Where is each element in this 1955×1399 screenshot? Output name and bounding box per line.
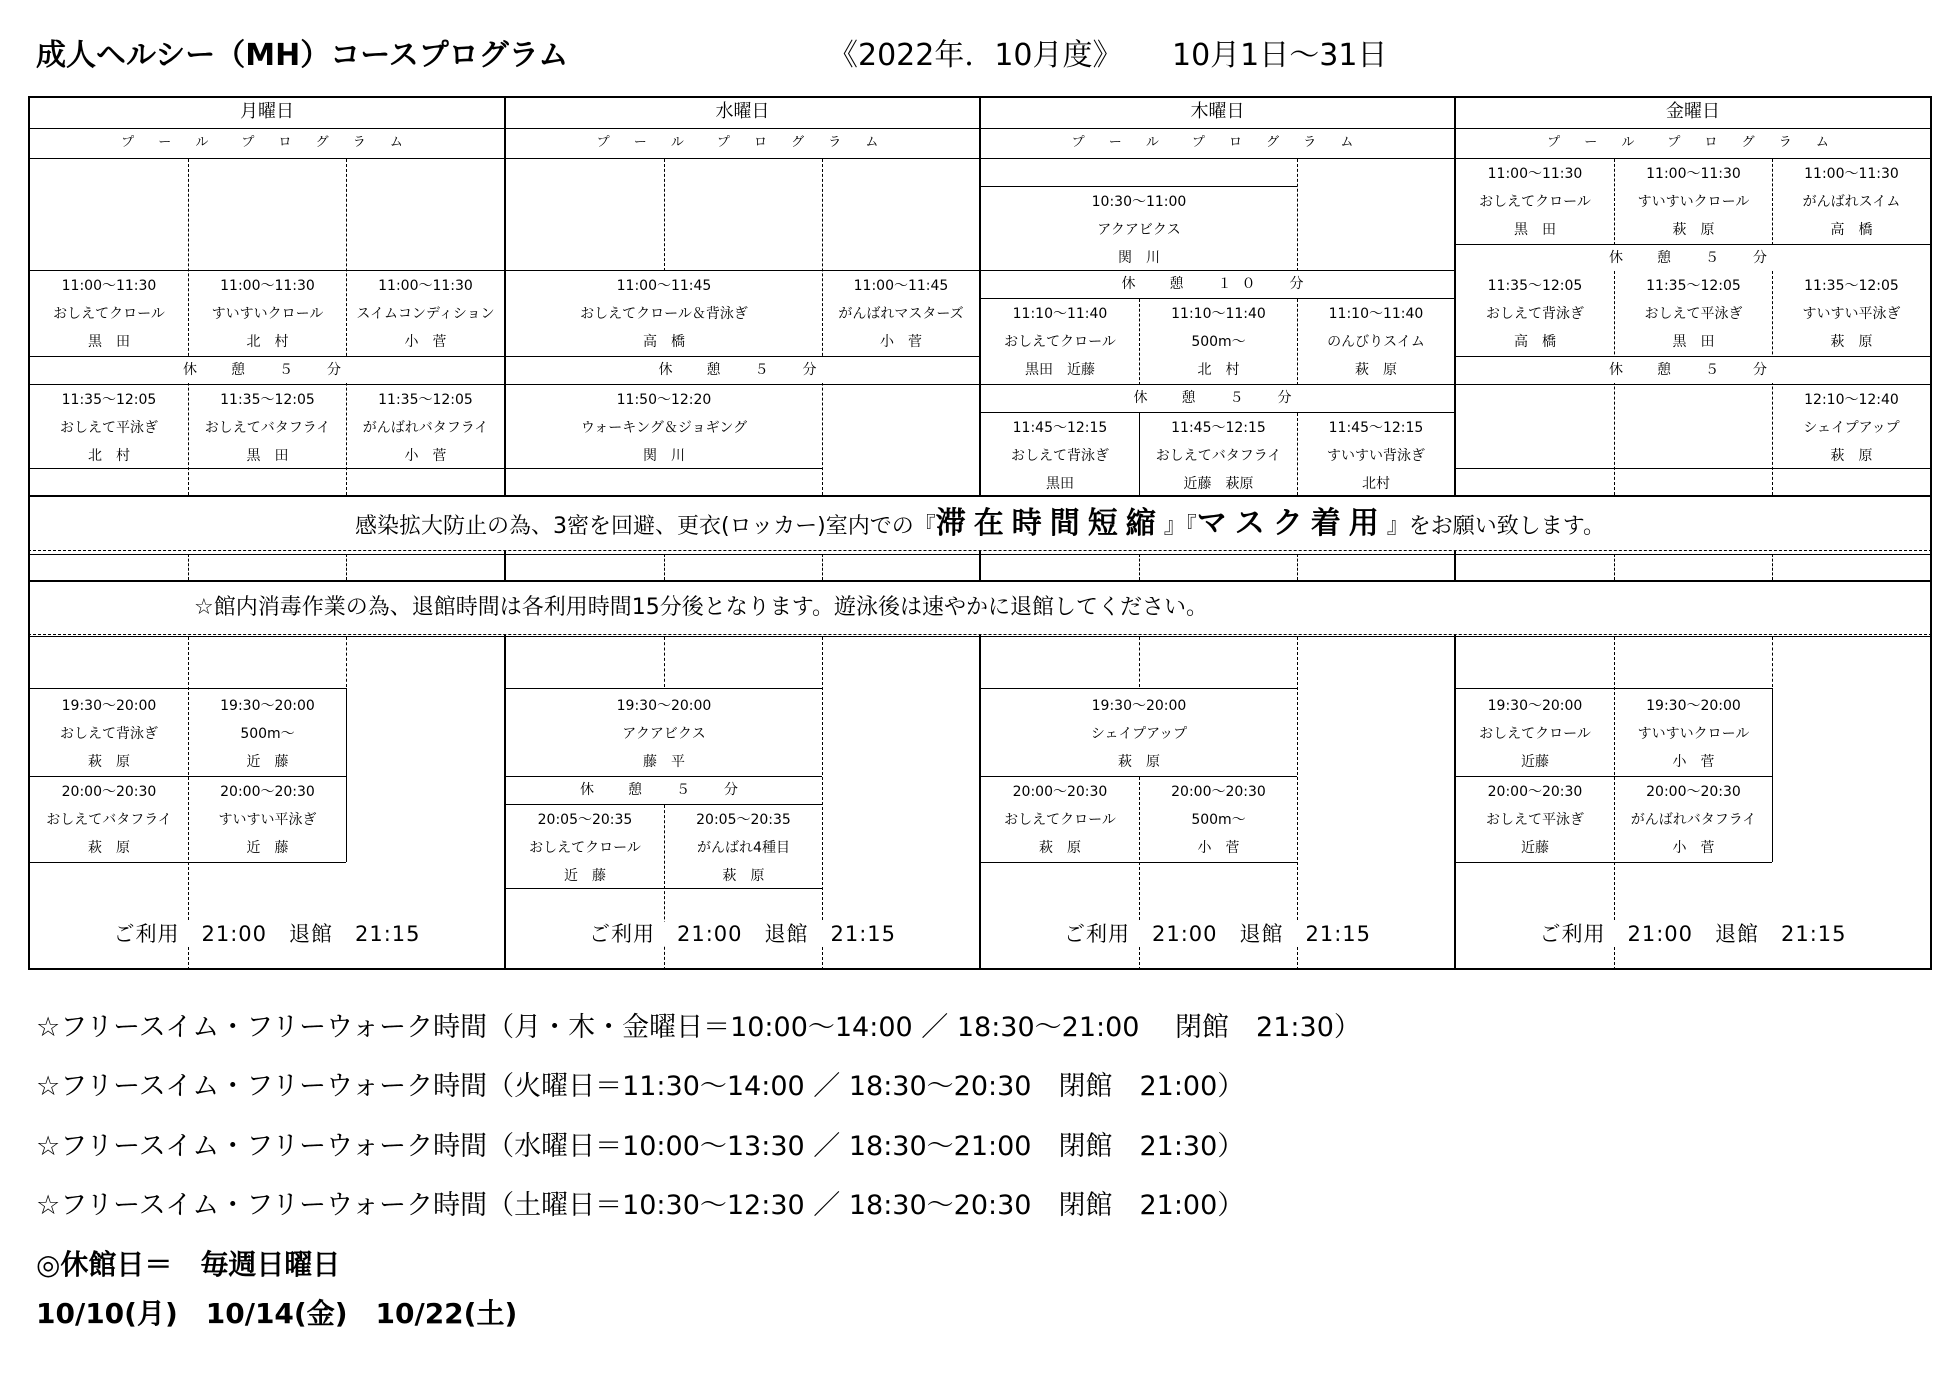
class-slot: 11:45～12:15 おしえて背泳ぎ 黒田 (1011, 420, 1109, 492)
pool-program-label: プ ー ル プ ロ グ ラ ム (1547, 135, 1839, 150)
class-slot: 11:10～11:40 のんびりスイム 萩 原 (1327, 306, 1425, 378)
class-slot: 20:00～20:30 500m～ 小 菅 (1171, 784, 1266, 856)
class-slot: 19:30～20:00 500m～ 近 藤 (220, 698, 315, 770)
class-slot: 11:35～12:05 がんばれバタフライ 小 菅 (362, 392, 489, 464)
class-slot: 12:10～12:40 シェイプアップ 萩 原 (1803, 392, 1900, 464)
class-slot: 11:45～12:15 すいすい背泳ぎ 北村 (1327, 420, 1425, 492)
period-label: 《2022年．10月度》 (828, 38, 1123, 73)
class-slot: 11:00～11:30 すいすいクロール 萩 原 (1637, 166, 1750, 238)
class-slot: 20:00～20:30 おしえてバタフライ 萩 原 (46, 784, 172, 856)
infection-notice: 感染拡大防止の為、3密を回避、更衣(ロッカー)室内での『滞在時間短縮』『マスク着用』をお願い致します。 (355, 506, 1605, 541)
free-swim-hours-wed: ☆フリースイム・フリーウォーク時間（水曜日＝10:00～13:30 ／ 18:30～21:00 閉館 21:30） (36, 1131, 1245, 1162)
class-slot: 11:00～11:45 がんばれマスターズ 小 菅 (838, 278, 964, 350)
closing-time: ご利用 21:00 退館 21:15 (113, 922, 421, 946)
class-slot: 11:45～12:15 おしえてバタフライ 近藤 萩原 (1155, 420, 1282, 492)
class-slot: 20:00～20:30 すいすい平泳ぎ 近 藤 (218, 784, 317, 856)
class-slot: 11:00～11:45 おしえてクロール＆背泳ぎ 高 橋 (580, 278, 748, 350)
break-label: 休 憩 ５ 分 (30, 357, 504, 383)
class-slot: 20:05～20:35 おしえてクロール 近 藤 (529, 812, 641, 884)
class-slot: 11:35～12:05 おしえて平泳ぎ 黒 田 (1644, 278, 1743, 350)
pool-program-label: プ ー ル プ ロ グ ラ ム (596, 135, 889, 150)
day-header-monday: 月曜日 (240, 101, 294, 122)
class-slot: 20:05～20:35 がんばれ4種目 萩 原 (696, 812, 791, 884)
class-slot: 19:30～20:00 おしえてクロール 近藤 (1479, 698, 1591, 770)
break-label: 休 憩 ５ 分 (506, 357, 979, 383)
pool-program-label: プ ー ル プ ロ グ ラ ム (121, 135, 413, 150)
free-swim-hours-tue: ☆フリースイム・フリーウォーク時間（火曜日＝11:30～14:00 ／ 18:30～20:30 閉館 21:00） (36, 1071, 1245, 1102)
class-slot: 11:35～12:05 おしえて平泳ぎ 北 村 (60, 392, 158, 464)
break-label: 休 憩 ５ 分 (580, 782, 748, 798)
class-slot: 11:10～11:40 500m～ 北 村 (1171, 306, 1266, 378)
break-label: 休 憩 １０ 分 (1121, 276, 1314, 292)
class-slot: 19:30～20:00 シェイプアップ 萩 原 (1090, 698, 1188, 770)
free-swim-hours-sat: ☆フリースイム・フリーウォーク時間（土曜日＝10:30～12:30 ／ 18:30～20:30 閉館 21:00） (36, 1190, 1245, 1221)
class-slot: 20:00～20:30 おしえて平泳ぎ 近藤 (1486, 784, 1584, 856)
free-swim-hours-mon-thu-fri: ☆フリースイム・フリーウォーク時間（月・木・金曜日＝10:00～14:00 ／ 18:30～21:00 閉館 21:30） (36, 1012, 1361, 1043)
holiday-dates: 10/10(月) 10/14(金) 10/22(土) (36, 1297, 518, 1330)
break-label: 休 憩 ５ 分 (1133, 390, 1302, 406)
day-header-friday: 金曜日 (1666, 101, 1720, 122)
break-label: 休 憩 ５ 分 (1456, 245, 1930, 271)
closing-time: ご利用 21:00 退館 21:15 (1539, 922, 1847, 946)
date-range: 10月1日～31日 (1172, 38, 1388, 73)
class-slot: 11:00～11:30 スイムコンディション 小 菅 (356, 278, 495, 350)
class-slot: 20:00～20:30 がんばれバタフライ 小 菅 (1630, 784, 1757, 856)
closing-time: ご利用 21:00 退館 21:15 (1063, 922, 1372, 946)
class-slot: 11:35～12:05 すいすい平泳ぎ 萩 原 (1802, 278, 1901, 350)
class-slot: 11:35～12:05 おしえて背泳ぎ 高 橋 (1486, 278, 1584, 350)
class-slot: 11:00～11:30 すいすいクロール 北 村 (211, 278, 324, 350)
day-header-wednesday: 水曜日 (715, 101, 770, 122)
class-slot: 11:10～11:40 おしえてクロール 黒田 近藤 (1004, 306, 1116, 378)
class-slot: 19:30～20:00 おしえて背泳ぎ 萩 原 (60, 698, 158, 770)
class-slot: 10:30～11:00 アクアビクス 関 川 (1091, 194, 1187, 266)
class-slot: 20:00～20:30 おしえてクロール 萩 原 (1004, 784, 1116, 856)
closing-time: ご利用 21:00 退館 21:15 (588, 922, 897, 946)
class-slot: 11:00～11:30 おしえてクロール 黒 田 (53, 278, 165, 350)
class-slot: 11:00～11:30 おしえてクロール 黒 田 (1479, 166, 1591, 238)
day-header-thursday: 木曜日 (1190, 101, 1245, 122)
holiday-label: ◎休館日＝ 毎週日曜日 (36, 1248, 341, 1281)
page-title: 成人ヘルシー（MH）コースプログラム (36, 38, 569, 73)
class-slot: 19:30～20:00 すいすいクロール 小 菅 (1637, 698, 1750, 770)
class-slot: 11:50～12:20 ウォーキング＆ジョギング 関 川 (580, 392, 748, 464)
disinfection-notice: ☆館内消毒作業の為、退館時間は各利用時間15分後となります。遊泳後は速やかに退館してください。 (194, 595, 1208, 620)
break-label: 休 憩 ５ 分 (1456, 357, 1930, 383)
class-slot: 11:00～11:30 がんばれスイム 高 橋 (1802, 166, 1901, 238)
class-slot: 11:35～12:05 おしえてバタフライ 黒 田 (204, 392, 331, 464)
class-slot: 19:30～20:00 アクアビクス 藤 平 (616, 698, 712, 770)
pool-program-label: プ ー ル プ ロ グ ラ ム (1071, 135, 1364, 150)
